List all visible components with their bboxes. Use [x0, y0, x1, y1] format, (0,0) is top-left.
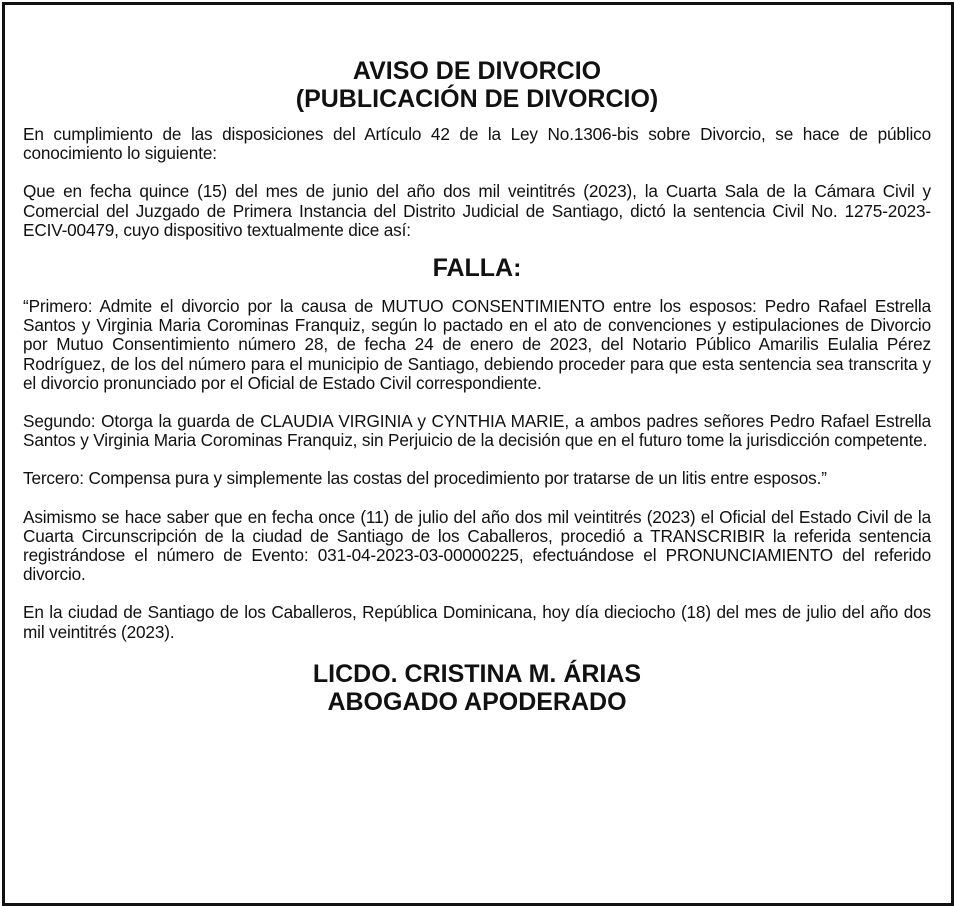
notice-content	[23, 57, 931, 716]
notice-subtitle: (PUBLICACIÓN DE DIVORCIO)	[295, 85, 659, 113]
segundo-paragraph: Segundo: Otorga la guarda de CLAUDIA VIRGINIA y CYNTHIA MARIE, a ambos padres señores Pedro Rafael Estrella Santos y Virginia Maria Corominas Franquiz, sin Perjuicio de la decisión que en el futuro tome la jurisdicción competente.	[23, 411, 931, 451]
falla-heading: FALLA:	[432, 254, 522, 283]
primero-paragraph: “Primero: Admite el divorcio por la causa de MUTUO CONSENTIMIENTO entre los esposos: Pedro Rafael Estrella Santos y Virginia Maria Corominas Franquiz, según lo pactado en el ato de convenciones y estipulaciones de Divorcio por Mutuo Consentimiento número 28, de fecha 24 de enero de 2023, del Notario Público Amarilis Eulalia Pérez Rodríguez, de los del número para el municipio de Santiago, debiendo proceder para que esta sentencia sea transcrita y el divorcio pronunciado por el Oficial de Estado Civil correspondiente.	[23, 296, 931, 393]
tercero-paragraph: Tercero: Compensa pura y simplemente las costas del procedimiento por tratarse de un litis entre esposos.”	[23, 468, 827, 489]
closing-paragraph: En la ciudad de Santiago de los Caballeros, República Dominicana, hoy día dieciocho (18) del mes de julio del año dos mil veintitrés (2023).	[23, 602, 931, 642]
signature-name: LICDO. CRISTINA M. ÁRIAS	[312, 659, 642, 688]
notice-title: AVISO DE DIVORCIO	[352, 57, 602, 85]
signature-role: ABOGADO APODERADO	[327, 687, 627, 716]
intro-paragraph: En cumplimiento de las disposiciones del Artículo 42 de la Ley No.1306-bis sobre Divorcio, se hace de público conocimiento lo siguiente:	[23, 124, 931, 164]
asimismo-paragraph: Asimismo se hace saber que en fecha once (11) de julio del año dos mil veintitrés (2023) el Oficial del Estado Civil de la Cuarta Circunscripción de la ciudad de Santiago de los Caballeros, procedió a TRANSCRIBIR la referida sentencia registrándose el número de Evento: 031-04-2023-03-00000225, efectuándose el PRONUNCIAMIENTO del referido divorcio.	[23, 506, 931, 585]
statement-paragraph: Que en fecha quince (15) del mes de junio del año dos mil veintitrés (2023), la Cuarta Sala de la Cámara Civil y Comercial del Juzgado de Primera Instancia del Distrito Judicial de Santiago, dictó la sentencia Civil No. 1275-2023-ECIV-00479, cuyo dispositivo textualmente dice así:	[23, 181, 931, 240]
notice-frame	[2, 2, 954, 906]
